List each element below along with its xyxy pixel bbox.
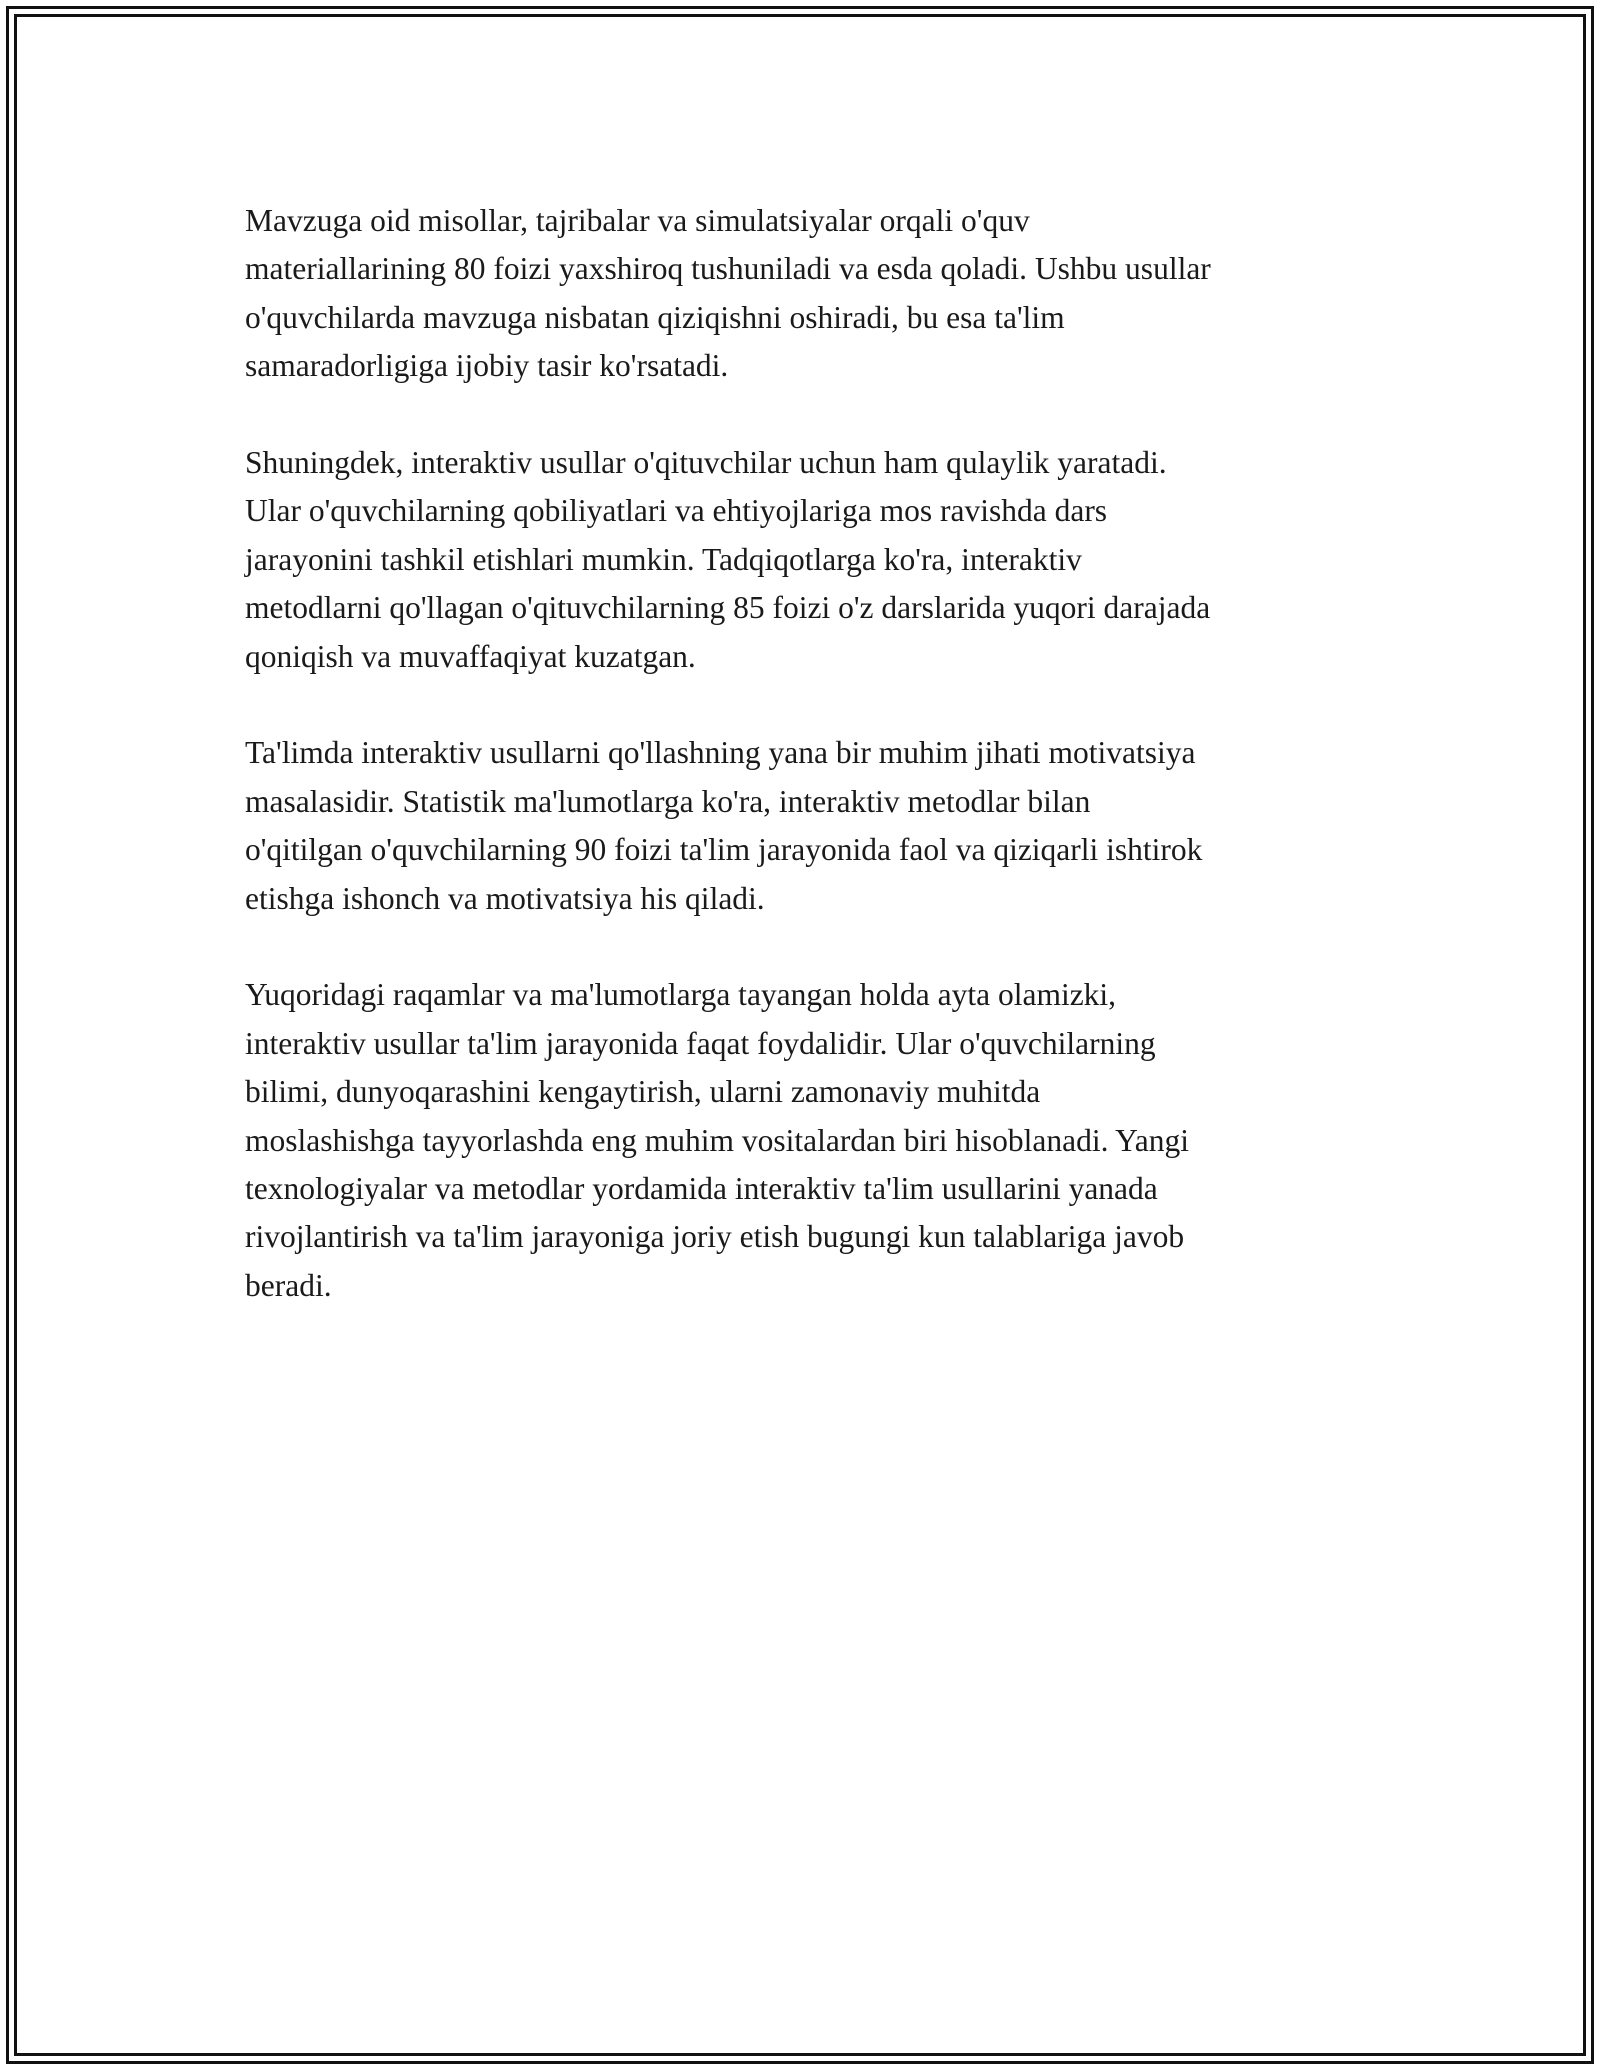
paragraph-4: Yuqoridagi raqamlar va ma'lumotlarga tayangan holda ayta olamizki, interaktiv usullar ta'lim jarayonida faqat foydalidir. Ular o'quvchilarning bilimi, dunyoqarashini kengaytirish, ularni zamonaviy muhitda moslashishga tayyorlashda eng muhim vositalardan biri hisoblanadi. Yangi texnologiyalar va metodlar yordamida interaktiv ta'lim usullarini yanada rivojlantirish va ta'lim jarayoniga joriy etish bugungi kun talablariga javob beradi.: [245, 977, 1190, 1303]
paragraph-1: Mavzuga oid misollar, tajribalar va simulatsiyalar orqali o'quv materiallarining 80 foizi yaxshiroq tushuniladi va esda qoladi. Ushbu usullar o'quvchilarda mavzuga nisbatan qiziqishni oshiradi, bu esa ta'lim samaradorligiga ijobiy tasir ko'rsatadi.: [245, 203, 1211, 384]
paragraph-2: Shuningdek, interaktiv usullar o'qituvchilar uchun ham qulaylik yaratadi. Ular o'quvchilarning qobiliyatlari va ehtiyojlariga mos ravishda dars jarayonini tashkil etishlari mumkin. Tadqiqotlarga ko'ra, interaktiv metodlarni qo'llagan o'qituvchilarning 85 foizi o'z darslarida yuqori darajada qoniqish va muvaffaqiyat kuzatgan.: [245, 445, 1211, 674]
document-body: [245, 197, 1385, 1310]
page-border: [6, 6, 1594, 2064]
paragraph-3: Ta'limda interaktiv usullarni qo'llashning yana bir muhim jihati motivatsiya masalasidir. Statistik ma'lumotlarga ko'ra, interaktiv metodlar bilan o'qitilgan o'quvchilarning 90 foizi ta'lim jarayonida faol va qiziqarli ishtirok etishga ishonch va motivatsiya his qiladi.: [245, 735, 1203, 916]
